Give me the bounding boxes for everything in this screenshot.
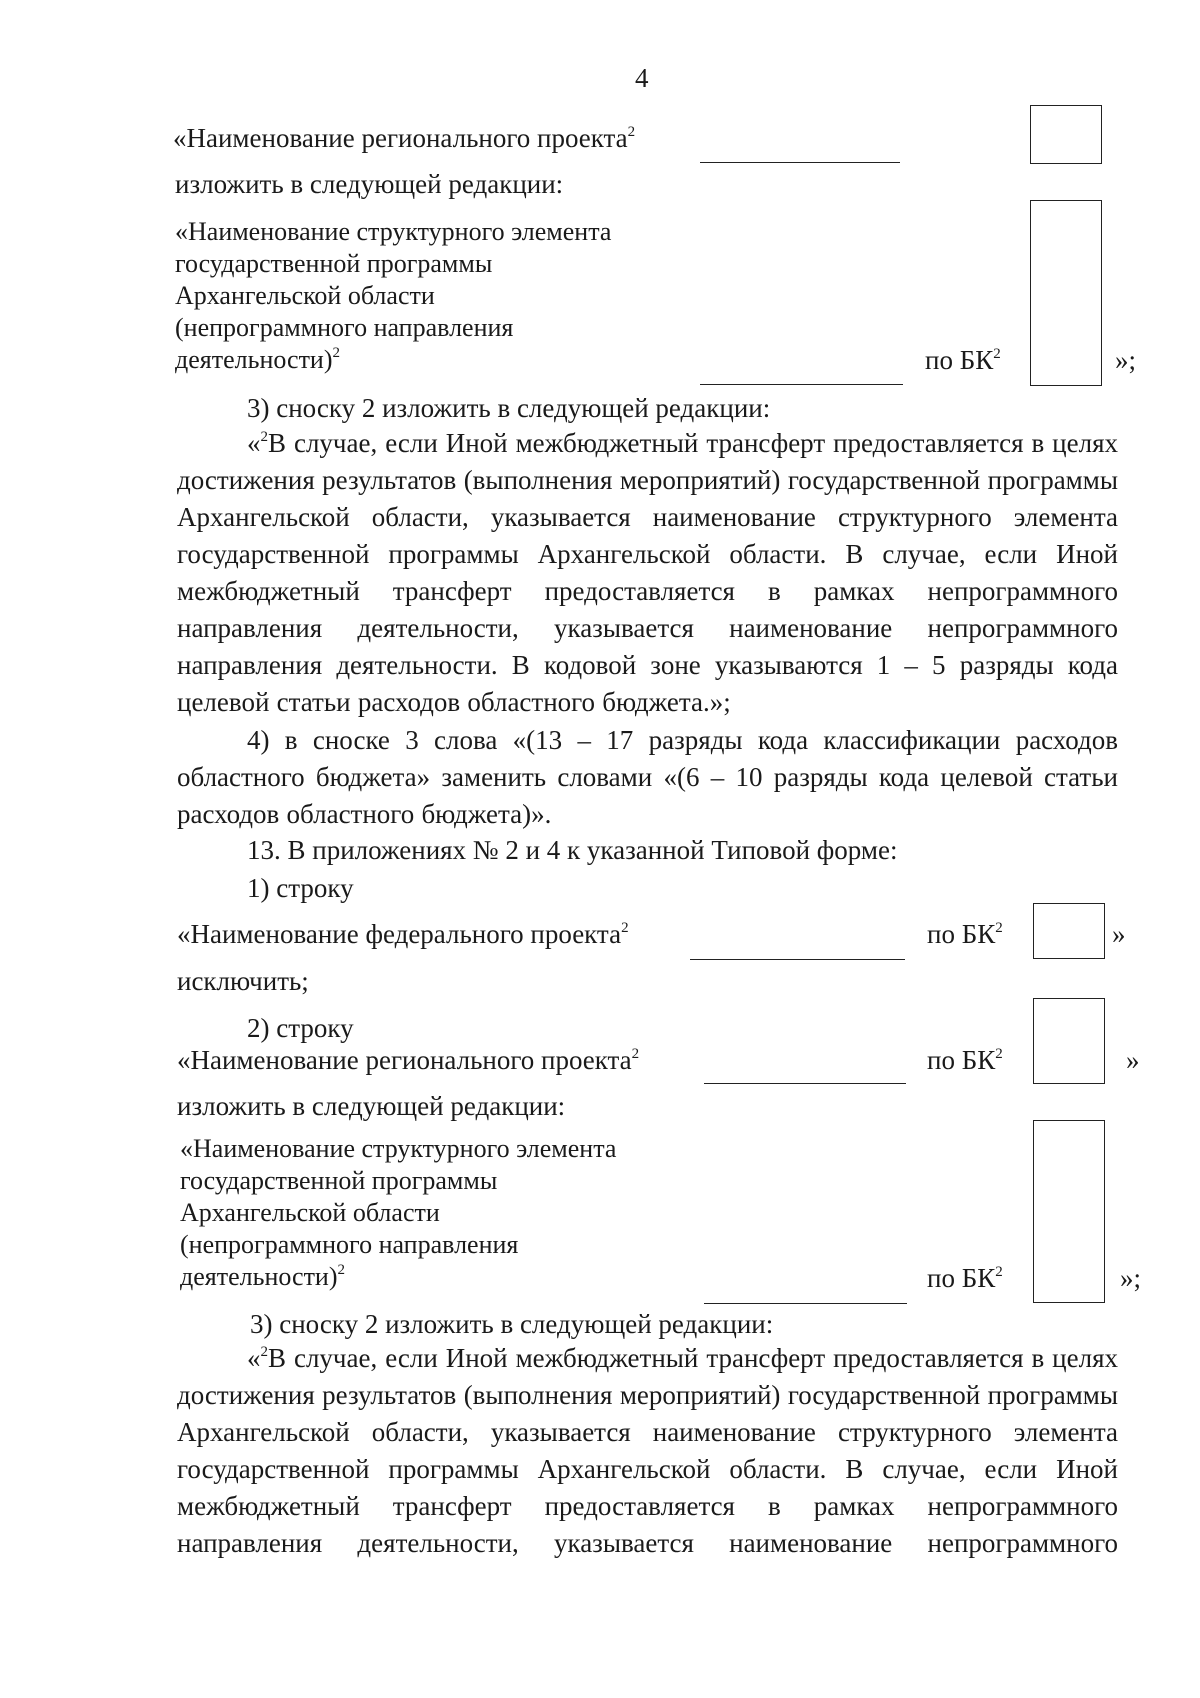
page-number: 4: [635, 63, 649, 93]
instruction-exclude: исключить;: [177, 966, 309, 996]
value-line: [704, 1083, 906, 1084]
value-line: [700, 162, 900, 163]
po-bk-label: по $БК^2$: [925, 345, 1001, 375]
row-regional-project-label: «Наименование регионального проекта$^2$: [173, 123, 636, 153]
code-box: [1030, 200, 1102, 386]
item-13-text: 13. В приложениях № 2 и 4 к указанной Типовой форме:: [247, 835, 898, 865]
po-bk-label: по $БК^2$: [927, 1263, 1003, 1293]
instruction-replace: изложить в следующей редакции:: [177, 1091, 566, 1121]
footnote-paragraph: «$^2$В случае, если Иной межбюджетный трансферт предоставляется в целях достижения результатов (выполнения мероприятий) государственной программы Архангельской области, указывается наименование структурного элемента государственной программы Архангельской области. В случае, если Иной межбюджетный трансферт предоставляется в рамках непрограммного направления деятельности, указывается наименование непрограммного: [177, 1343, 1118, 1558]
value-line: [690, 959, 905, 960]
code-box: [1033, 998, 1105, 1084]
po-bk-label: по $БК^2$: [927, 1045, 1003, 1075]
closing-quote: »: [1126, 1045, 1140, 1075]
value-line: [704, 1303, 907, 1304]
footnote-paragraph: «$^2$В случае, если Иной межбюджетный трансферт предоставляется в целях достижения результатов (выполнения мероприятий) государственной программы Архангельской области, указывается наименование структурного элемента государственной программы Архангельской области. В случае, если Иной межбюджетный трансферт предоставляется в рамках непрограммного направления деятельности, указывается наименование непрограммного направления деятельности. В кодовой зоне указываются 1 – 5 разряды кода целевой статьи расходов областного бюджета.»;: [177, 428, 1118, 717]
item-3-text: 3) сноску 2 изложить в следующей редакции:: [250, 1309, 774, 1339]
closing-quote: »;: [1115, 345, 1137, 375]
po-bk-label: по $БК^2$: [927, 919, 1003, 949]
code-box: [1033, 1120, 1105, 1303]
value-line: [700, 384, 903, 385]
row-regional-project-label: «Наименование регионального проекта$^2$: [177, 1045, 640, 1075]
row-federal-project-label: «Наименование федерального проекта$^2$: [177, 919, 629, 949]
closing-quote: »: [1112, 919, 1126, 949]
row-structural-element-label: «Наименование структурного элемента государственной программы Архангельской области (непрограммного направления деятельности)$^2$: [180, 1134, 617, 1291]
item-4-paragraph: 4) в сноске 3 слова «(13 – 17 разряды кода классификации расходов областного бюджета» заменить словами «(6 – 10 разряды кода целевой статьи расходов областного бюджета)».: [177, 725, 1118, 829]
code-box: [1030, 105, 1102, 164]
instruction-replace: изложить в следующей редакции:: [175, 169, 564, 199]
closing-quote: »;: [1120, 1263, 1142, 1293]
code-box: [1033, 903, 1105, 959]
item-3-text: 3) сноску 2 изложить в следующей редакции:: [247, 393, 771, 423]
row-structural-element-label: «Наименование структурного элемента государственной программы Архангельской области (непрограммного направления деятельности)$^2$: [175, 217, 612, 374]
item-2-text: 2) строку: [247, 1013, 354, 1043]
item-13-1-text: 1) строку: [247, 873, 354, 903]
